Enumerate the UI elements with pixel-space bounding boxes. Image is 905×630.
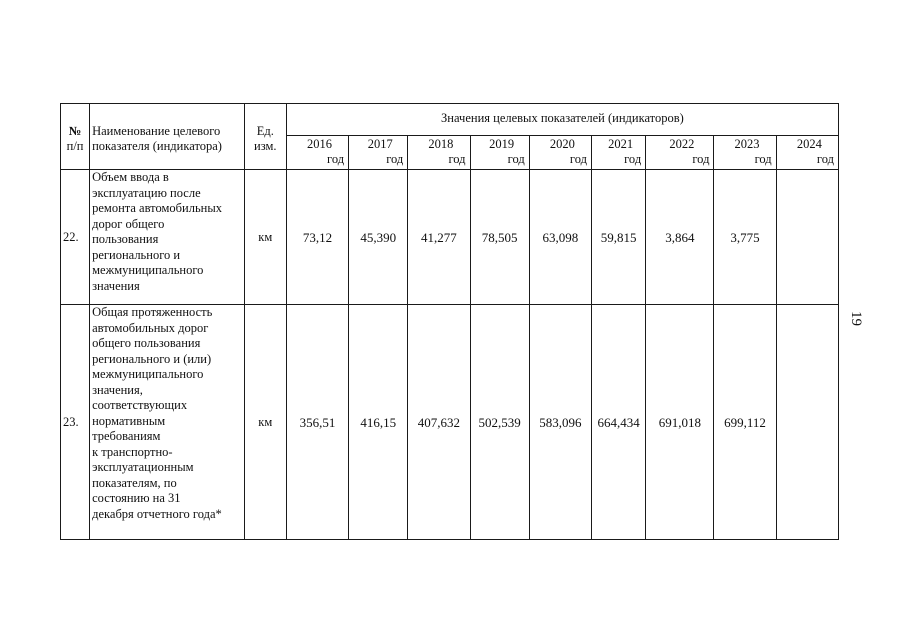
value-cell: 41,277 [408, 170, 470, 305]
year-suffix: год [569, 152, 587, 166]
year-label: 2018 [428, 137, 454, 151]
header-unit-cell [244, 104, 286, 170]
header-number-symbol: № [68, 123, 82, 138]
header-year-cell [529, 136, 591, 170]
table-row [61, 305, 839, 540]
year-suffix: год [448, 152, 466, 166]
header-year-cell [286, 136, 348, 170]
row-unit: км [244, 170, 286, 305]
header-year-cell [470, 136, 529, 170]
value-cell: 664,434 [591, 305, 645, 540]
header-indicator-name: Наименование целевого показателя (индикатора) [90, 104, 245, 170]
row-indicator-name: Объем ввода в эксплуатацию после ремонта автомобильных дорог общего пользования регионального и межмуниципального значения [90, 170, 245, 305]
year-label: 2019 [489, 137, 515, 151]
value-cell: 691,018 [646, 305, 714, 540]
header-year-cell [646, 136, 714, 170]
header-number-abbr: п/п [66, 138, 84, 153]
value-cell: 3,864 [646, 170, 714, 305]
row-number: 22. [61, 170, 90, 305]
row-number: 23. [61, 305, 90, 540]
value-cell: 59,815 [591, 170, 645, 305]
value-cell: 63,098 [529, 170, 591, 305]
year-suffix: год [386, 152, 404, 166]
header-year-cell [591, 136, 645, 170]
header-values-title: Значения целевых показателей (индикаторов) [286, 104, 838, 136]
value-cell: 407,632 [408, 305, 470, 540]
row-indicator-name: Общая протяженность автомобильных дорог общего пользования регионального и (или) межмуниципального значения, соответствующих нормативным требованиям к транспортно- эксплуатационным показателям, по состоянию на 31 декабря отчетного года* [90, 305, 245, 540]
value-cell [776, 305, 838, 540]
year-label: 2016 [306, 137, 332, 151]
year-suffix: год [692, 152, 710, 166]
year-label: 2021 [608, 137, 634, 151]
header-unit-top: Ед. [256, 123, 274, 138]
header-year-cell [408, 136, 470, 170]
year-label: 2023 [734, 137, 760, 151]
year-suffix: год [327, 152, 345, 166]
value-cell: 78,505 [470, 170, 529, 305]
target-indicators-table [60, 103, 839, 540]
year-label: 2017 [367, 137, 393, 151]
year-label: 2020 [549, 137, 575, 151]
header-year-cell [776, 136, 838, 170]
value-cell: 45,390 [349, 170, 408, 305]
value-cell: 502,539 [470, 305, 529, 540]
header-number-cell [61, 104, 90, 170]
year-label: 2022 [669, 137, 695, 151]
year-suffix: год [507, 152, 525, 166]
value-cell: 356,51 [286, 305, 348, 540]
year-suffix: год [816, 152, 834, 166]
row-unit: км [244, 305, 286, 540]
page-number: 19 [848, 311, 864, 326]
value-cell [776, 170, 838, 305]
year-suffix: год [624, 152, 642, 166]
value-cell: 3,775 [714, 170, 776, 305]
year-label: 2024 [796, 137, 822, 151]
table-row [61, 170, 839, 305]
value-cell: 416,15 [349, 305, 408, 540]
value-cell: 73,12 [286, 170, 348, 305]
value-cell: 583,096 [529, 305, 591, 540]
header-year-cell [714, 136, 776, 170]
year-suffix: год [754, 152, 772, 166]
value-cell: 699,112 [714, 305, 776, 540]
header-row-top [61, 104, 839, 136]
header-year-cell [349, 136, 408, 170]
header-unit-bottom: изм. [254, 138, 277, 153]
